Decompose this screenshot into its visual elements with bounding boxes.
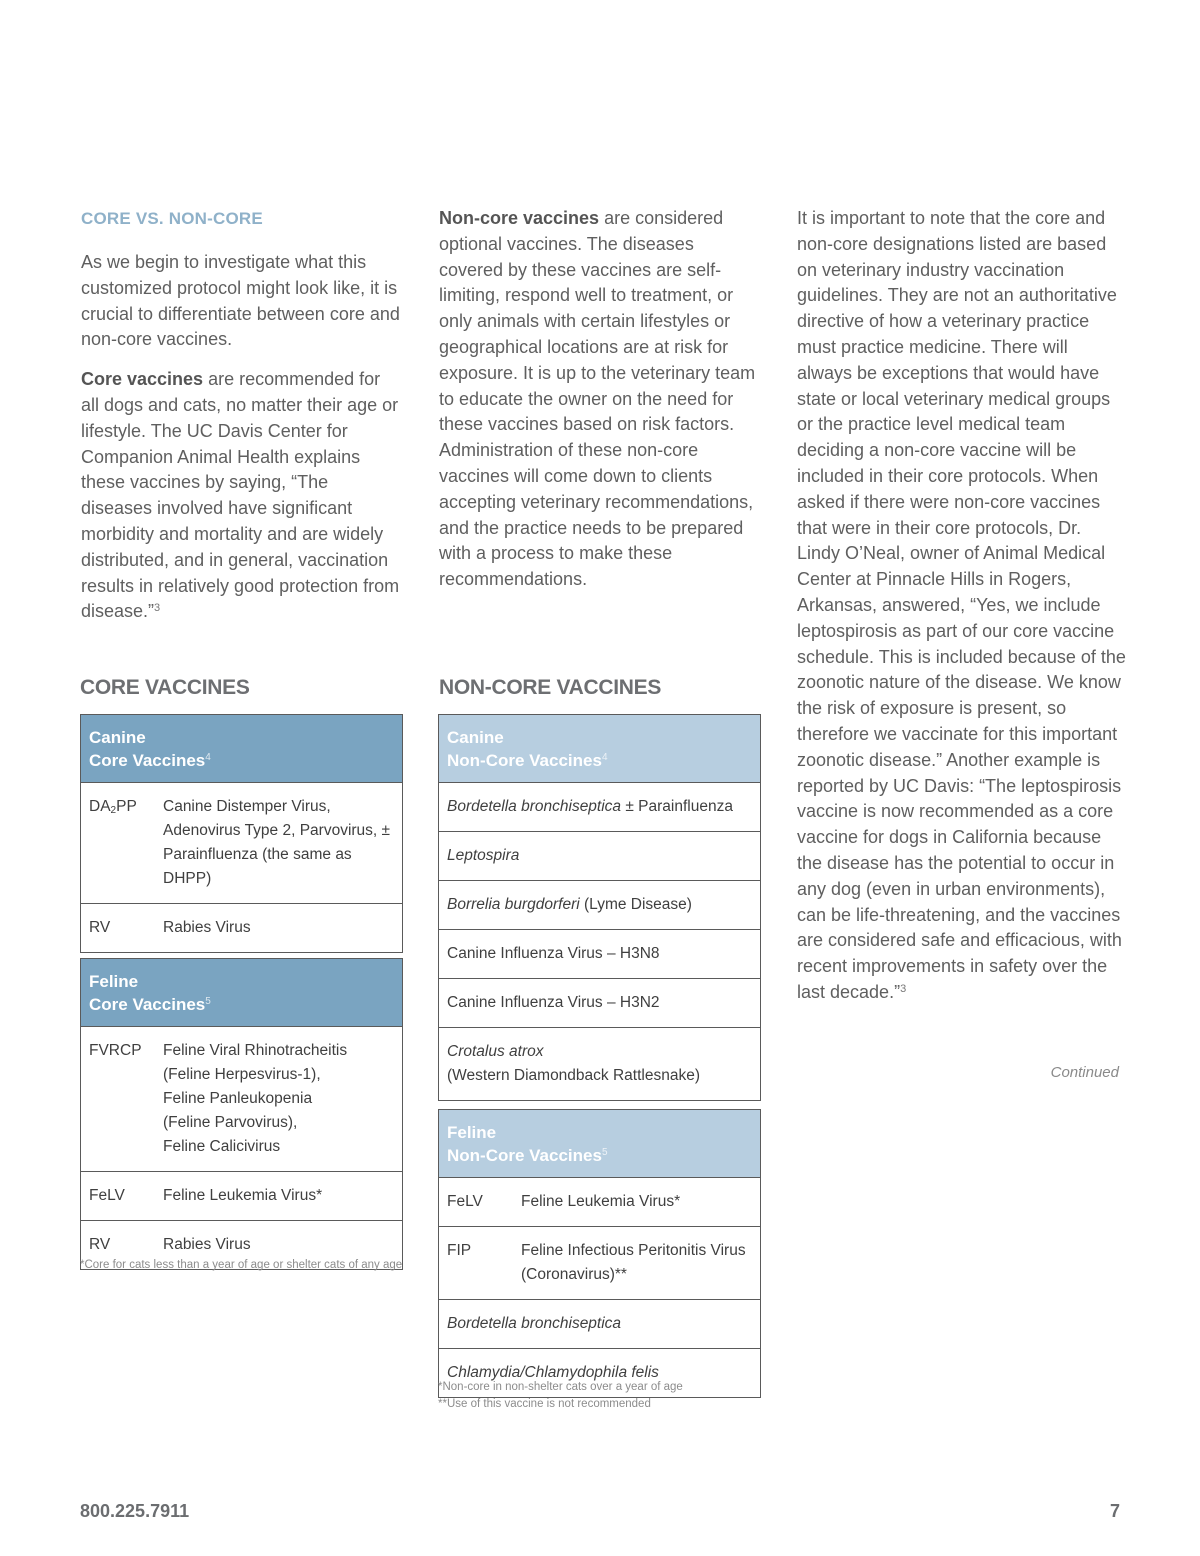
abbr-cell: FIP	[439, 1227, 514, 1300]
footnote-ref: 3	[900, 982, 907, 995]
header-ref: 5	[601, 1147, 608, 1158]
vaccine-cell: Canine Influenza Virus – H3N8	[439, 930, 761, 979]
noncore-vaccines-heading: NON-CORE VACCINES	[439, 676, 662, 699]
header-line2: Core Vaccines	[89, 995, 206, 1014]
canine-noncore-table	[438, 714, 761, 1101]
table-row	[439, 783, 761, 832]
vaccine-cell: Bordetella bronchiseptica ± Parainfluenza	[439, 783, 761, 832]
table-row	[81, 1172, 403, 1221]
noncore-footnote	[438, 1379, 683, 1413]
table-row	[81, 783, 403, 904]
vaccine-cell: Chlamydia/Chlamydophila felis	[439, 1349, 761, 1398]
header-ref: 4	[205, 752, 211, 763]
desc-cell: Feline Infectious Peritonitis Virus (Coronavirus)**	[513, 1227, 761, 1300]
feline-noncore-table	[438, 1109, 761, 1398]
page-number: 7	[1109, 1501, 1120, 1521]
table-header	[81, 715, 403, 783]
core-lead: Core vaccines	[81, 369, 204, 390]
table-row	[439, 979, 761, 1028]
core-vaccines-heading: CORE VACCINES	[80, 676, 250, 699]
continued-label: Continued	[1050, 1064, 1119, 1081]
table-row	[439, 1028, 761, 1101]
core-text: are recommended for all dogs and cats, no matter their age or lifestyle. The UC Davis Center for Companion Animal Health explains these vaccines by saying, “The diseases involved have significant morbidity and mortality and are widely distributed, and in general, vaccination results in relatively good protection from disease.”	[81, 369, 400, 622]
table-header	[439, 715, 761, 783]
table-row	[439, 1227, 761, 1300]
table-header	[439, 1110, 761, 1178]
abbr-cell: FeLV	[439, 1178, 514, 1227]
table-row	[439, 1178, 761, 1227]
intro-paragraph	[81, 250, 403, 353]
desc-cell: Rabies Virus	[155, 1221, 403, 1270]
table-row	[439, 881, 761, 930]
vaccine-cell: Crotalus atrox (Western Diamondback Rattlesnake)	[439, 1028, 761, 1101]
footer-phone: 800.225.7911	[80, 1501, 190, 1521]
desc-cell: Feline Leukemia Virus*	[513, 1178, 761, 1227]
header-line2: Non-Core Vaccines	[447, 1146, 602, 1165]
right-column	[797, 206, 1127, 1020]
canine-core-table	[80, 714, 403, 953]
vaccine-cell: Bordetella bronchiseptica	[439, 1300, 761, 1349]
table-row	[439, 1300, 761, 1349]
table-row	[81, 1027, 403, 1172]
section-kicker: CORE VS. NON-CORE	[81, 209, 263, 228]
header-line2: Non-Core Vaccines	[447, 751, 602, 770]
header-line1: Feline	[447, 1123, 497, 1142]
footnote-line: **Use of this vaccine is not recommended	[438, 1398, 651, 1410]
noncore-text: are considered optional vaccines. The diseases covered by these vaccines are self-limiting, respond well to treatment, or only animals with certain lifestyles or geographical locations are at risk for exposure. It is up to the veterinary team to educate the owner on the need for these vaccines based on risk factors. Administration of these non-core vaccines will come down to clients accepting veterinary recommendations, and the practice needs to be prepared with a process to make these recommendations.	[439, 208, 756, 590]
intro-text: As we begin to investigate what this customized protocol might look like, it is crucial to differentiate between core and non-core vaccines.	[81, 252, 400, 350]
noncore-paragraph	[439, 206, 761, 593]
desc-cell: Rabies Virus	[155, 904, 403, 953]
abbr-cell: RV	[81, 1221, 156, 1270]
core-paragraph	[81, 367, 403, 625]
core-footnote: *Core for cats less than a year of age or shelter cats of any age	[80, 1259, 403, 1271]
header-line2: Core Vaccines	[89, 751, 206, 770]
desc-cell: Canine Distemper Virus, Adenovirus Type 2, Parvovirus, ± Parainfluenza (the same as DHPP)	[155, 783, 403, 904]
desc-cell: Feline Leukemia Virus*	[155, 1172, 403, 1221]
abbr-cell: FeLV	[81, 1172, 156, 1221]
footnote-line: *Non-core in non-shelter cats over a year of age	[438, 1381, 683, 1393]
noncore-lead: Non-core vaccines	[439, 208, 600, 228]
header-ref: 5	[205, 996, 211, 1007]
vaccine-cell: Canine Influenza Virus – H3N2	[439, 979, 761, 1028]
feline-core-table	[80, 958, 403, 1270]
left-column	[81, 206, 403, 639]
table-row	[439, 832, 761, 881]
table-row	[81, 904, 403, 953]
vaccine-cell: Leptospira	[439, 832, 761, 881]
abbr-cell: FVRCP	[81, 1027, 156, 1172]
middle-column	[439, 206, 761, 607]
desc-cell: Feline Viral Rhinotracheitis (Feline Herpesvirus-1), Feline Panleukopenia (Feline Parvovirus), Feline Calicivirus	[155, 1027, 403, 1172]
designation-paragraph	[797, 206, 1127, 1006]
vaccine-cell: Borrelia burgdorferi (Lyme Disease)	[439, 881, 761, 930]
designation-text: It is important to note that the core and non-core designations listed are based on veterinary industry vaccination guidelines. They are not an authoritative directive of how a veterinary practice must practice medicine. There will always be exceptions that would have state or local veterinary medical groups or the practice level medical team deciding a non-core vaccine will be included in their core protocols. When asked if there were non-core vaccines that were in their core protocols, Dr. Lindy O’Neal, owner of Animal Medical Center at Pinnacle Hills in Rogers, Arkansas, answered, “Yes, we include leptospirosis as part of our core vaccine schedule. This is included because of the zoonotic nature of the disease. We know the risk of exposure is present, so therefore we vaccinate for this important zoonotic disease.” Another example is reported by UC Davis: “The leptospirosis vaccine is now recommended as a core vaccine for dogs in California because the disease has the potential to occur in any dog (even in urban environments), can be life-threatening, and the vaccines are considered safe and efficacious, with recent improvements in safety over the last decade.”	[797, 208, 1126, 1002]
header-ref: 4	[601, 752, 608, 763]
footnote-ref: 3	[154, 602, 161, 615]
abbr-cell: $DA_2PP$	[81, 783, 156, 904]
abbr-cell: RV	[81, 904, 156, 953]
table-header	[81, 959, 403, 1027]
header-line1: Canine	[447, 728, 504, 747]
table-row	[439, 930, 761, 979]
header-line1: Canine	[89, 728, 146, 747]
header-line1: Feline	[89, 972, 139, 991]
